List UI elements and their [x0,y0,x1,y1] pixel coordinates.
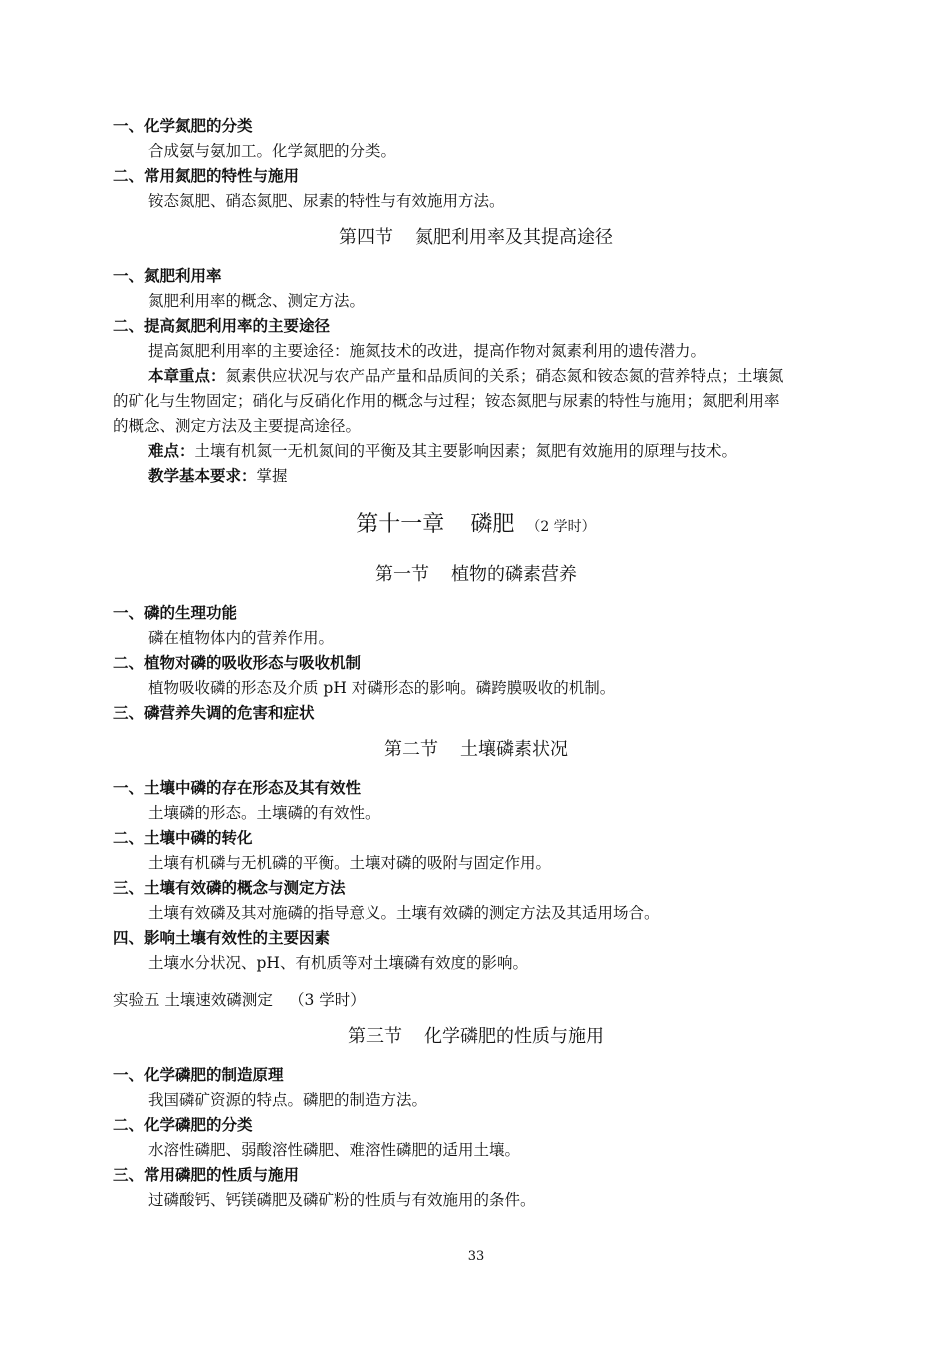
paragraph: 土壤有机磷与无机磷的平衡。土壤对磷的吸附与固定作用。 [148,854,552,872]
heading: 三、土壤有效磷的概念与测定方法 [113,879,346,897]
paragraph: 土壤有效磷及其对施磷的指导意义。土壤有效磷的测定方法及其适用场合。 [148,904,660,922]
heading: 二、植物对磷的吸收形态与吸收机制 [113,654,362,672]
section-title: 植物的磷素营养 [451,564,577,585]
heading-utilization: 一、氮肥利用率 [113,267,222,285]
section-title: 土壤磷素状况 [460,739,568,760]
paragraph: 磷在植物体内的营养作用。 [148,629,335,647]
heading-nitrogen-classification: 一、化学氮肥的分类 [113,117,253,135]
paragraph: 过磷酸钙、钙镁磷肥及磷矿粉的性质与有效施用的条件。 [148,1191,536,1209]
requirement-label: 教学基本要求： [148,467,257,485]
difficulty-line [148,439,737,463]
chapter-hours: （2 学时） [526,519,596,535]
section-number: 第三节 [348,1026,402,1047]
paragraph: 铵态氮肥、硝态氮肥、尿素的特性与有效施用方法。 [148,192,505,210]
heading-common-nitrogen: 二、常用氮肥的特性与施用 [113,167,300,185]
key-points-line [148,364,784,388]
paragraph: 我国磷矿资源的特点。磷肥的制造方法。 [148,1091,428,1109]
paragraph: 土壤磷的形态。土壤磷的有效性。 [148,804,381,822]
requirement-line [148,464,288,488]
heading: 一、化学磷肥的制造原理 [113,1066,284,1084]
chapter-title: 磷肥 [470,512,515,537]
heading: 四、影响土壤有效性的主要因素 [113,929,331,947]
paragraph: 的概念、测定方法及主要提高途径。 [113,417,362,435]
section-title: 化学磷肥的性质与施用 [424,1026,604,1047]
requirement-text: 掌握 [256,467,288,485]
heading: 三、常用磷肥的性质与施用 [113,1166,300,1184]
lab-title: 实验五 土壤速效磷测定 [113,991,273,1009]
paragraph: 合成氨与氨加工。化学氮肥的分类。 [148,142,397,160]
lab-hours: （3 学时） [288,991,366,1009]
chapter-heading [0,508,952,544]
section-number: 第一节 [375,564,429,585]
paragraph: 氮肥利用率的概念、测定方法。 [148,292,366,310]
key-points-text: 氮素供应状况与农产品产量和品质间的关系；硝态氮和铵态氮的营养特点；土壤氮 [225,367,784,385]
section-heading [0,736,952,764]
difficulty-text: 土壤有机氮一无机氮间的平衡及其主要影响因素；氮肥有效施用的原理与技术。 [194,442,738,460]
difficulty-label: 难点： [148,442,195,460]
paragraph: 水溶性磷肥、弱酸溶性磷肥、难溶性磷肥的适用土壤。 [148,1141,521,1159]
section-number: 第四节 [339,227,393,248]
lab-heading [113,988,366,1012]
page-number: 33 [467,1249,485,1264]
section-heading [0,224,952,252]
paragraph: 植物吸收磷的形态及介质 pH 对磷形态的影响。磷跨膜吸收的机制。 [148,679,616,697]
paragraph: 土壤水分状况、pH、有机质等对土壤磷有效度的影响。 [148,954,528,972]
heading: 二、土壤中磷的转化 [113,829,253,847]
heading: 一、磷的生理功能 [113,604,238,622]
heading-improve-utilization: 二、提高氮肥利用率的主要途径 [113,317,331,335]
heading: 二、化学磷肥的分类 [113,1116,253,1134]
heading: 三、磷营养失调的危害和症状 [113,704,315,722]
section-heading [0,561,952,589]
section-title: 氮肥利用率及其提高途径 [415,227,613,248]
paragraph: 提高氮肥利用率的主要途径：施氮技术的改进，提高作物对氮素利用的遗传潜力。 [148,342,707,360]
chapter-number: 第十一章 [356,512,445,537]
key-points-label: 本章重点： [148,367,226,385]
section-heading [0,1023,952,1051]
paragraph: 的矿化与生物固定；硝化与反硝化作用的概念与过程；铵态氮肥与尿素的特性与施用；氮肥利用率 [113,392,780,410]
heading: 一、土壤中磷的存在形态及其有效性 [113,779,362,797]
section-number: 第二节 [384,739,438,760]
